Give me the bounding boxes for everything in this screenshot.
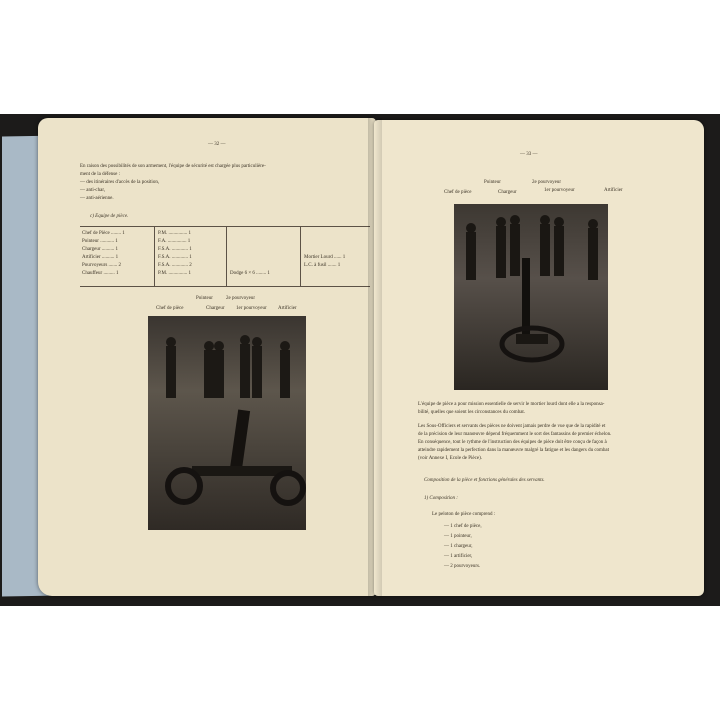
body-text: de la précision de leur manœuvre dépend fréquemment le sort des fantassins de premier échelon. <box>418 432 612 437</box>
mortar-position-photo <box>454 204 608 390</box>
photo-label: Chargeur <box>206 306 225 311</box>
photo-label: Pointeur <box>196 296 213 301</box>
photo-label: Pointeur <box>484 180 501 185</box>
photo-label: 1er pourvoyeur <box>544 188 575 193</box>
mortar-crew-photo <box>148 316 306 530</box>
composition-item: — 1 chargeur, <box>444 544 473 549</box>
body-text: bilité, quelles que soient les circonstances du combat. <box>418 410 526 415</box>
table-divider <box>226 226 227 286</box>
table-col-vehicle: Dodge 6 × 6 ........ 1 <box>230 271 270 276</box>
intro-line: — des itinéraires d'accès de la position, <box>80 180 160 185</box>
right-page <box>374 120 704 596</box>
table-rule <box>80 226 370 227</box>
page-number: — 32 — <box>208 142 226 147</box>
photo-label: 1er pourvoyeur <box>236 306 267 311</box>
photo-label: Chef de pièce <box>444 190 472 195</box>
body-text: (voir Annexe I, Ecole de Pièce). <box>418 456 483 461</box>
composition-item: — 1 artificier, <box>444 554 473 559</box>
book-gutter <box>368 118 382 596</box>
subsection-title: 1) Composition : <box>424 496 458 501</box>
photo-label: 2e pourvoyeur <box>226 296 256 301</box>
page-number: — 33 — <box>520 152 538 157</box>
composition-item: — 1 pointeur, <box>444 534 472 539</box>
composition-item: — 1 chef de pièce, <box>444 524 482 529</box>
table-divider <box>300 226 301 286</box>
photo-label: Chargeur <box>498 190 517 195</box>
intro-line: — anti-char, <box>80 188 106 193</box>
table-rule <box>80 286 370 287</box>
table-divider <box>154 226 155 286</box>
body-text: Les Sous-Officiers et servants des pièces ne doivent jamais perdre de vue que de la rapidité et <box>418 424 606 429</box>
photo-label: Artificier <box>278 306 297 311</box>
composition-intro: Le peloton de pièce comprend : <box>432 512 496 517</box>
section-title: Composition de la pièce et fonctions générales des servants. <box>424 478 545 483</box>
body-text: atteindre rapidement la perfection dans la manœuvre malgré la fatigue et les dangers du combat <box>418 448 610 453</box>
composition-item: — 2 pourvoyeurs. <box>444 564 481 569</box>
photo-label: Chef de pièce <box>156 306 184 311</box>
body-text: En conséquence, tout le rythme de l'instruction des équipes de pièce doit être conçu de façon à <box>418 440 607 445</box>
body-text: L'équipe de pièce a pour mission essentielle de servir le mortier lourd dont elle a la responsa- <box>418 402 605 407</box>
intro-line: En raison des possibilités de son armement, l'équipe de sécurité est chargée plus particulière- <box>80 164 266 169</box>
intro-line: ment de la défense : <box>80 172 120 177</box>
photo-label: Artificier <box>604 188 623 193</box>
intro-line: — anti-aérienne. <box>80 196 114 201</box>
section-title: c) Equipe de pièce. <box>90 214 129 219</box>
left-page: — 32 — En raison des possibilités de son armement, l'équipe de sécurité est chargée plus particulière- ment de la défense : — des itinéraires d'accès de la position, — anti-char, — anti-aérienne. c) Equipe de pièce. Chef de Pièce ........ 1 Pointeur ........... 1 Chargeur .......... 1 Artificier .......... 1 Pourvoyeurs ....... 2 Chauffeur ......... 1 P.M. ............... 1 F.A. ............... 1 F.S.A. ............. 1 F.S.A. ............. 1 F.S.A. ............. 2 P.M. ............... 1 Dodge 6 × 6 ........ 1 Mortier Lourd ...... 1 L.C. à fusil ....... 1 Chef de pièce Pointeur 2e pourvoyeur Chargeur 1er pourvoyeur Artificier <box>38 118 376 596</box>
photo-label: 2e pourvoyeur <box>532 180 562 185</box>
